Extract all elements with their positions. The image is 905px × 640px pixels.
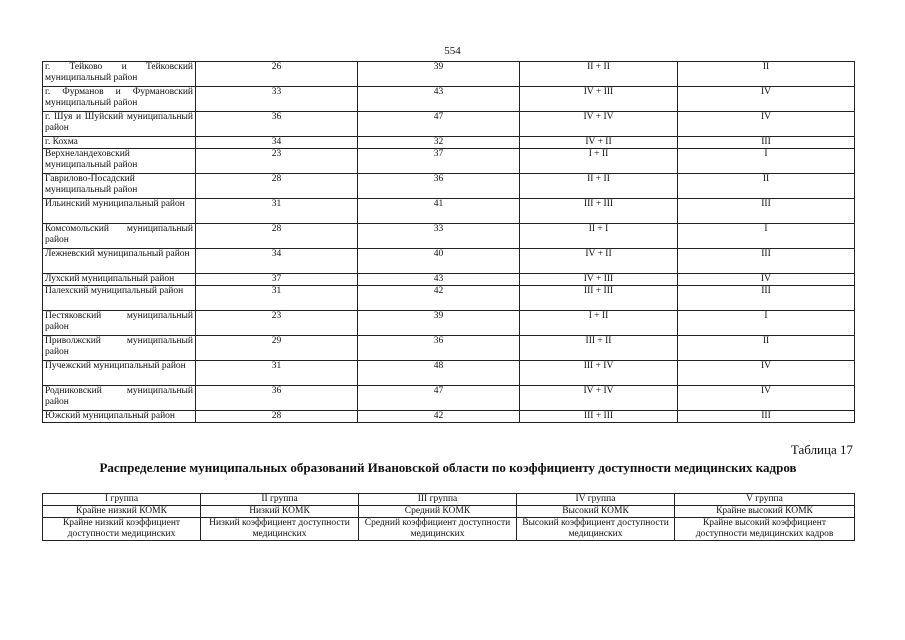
table-row — [43, 386, 855, 411]
result-group: IV — [678, 386, 855, 411]
group-combination: III + IV — [520, 361, 678, 386]
result-group: IV — [678, 112, 855, 137]
result-group: III — [678, 199, 855, 224]
region-name: Ильинский муниципальный район — [43, 199, 196, 224]
group-short-label: Средний КОМК — [359, 506, 517, 518]
value-1: 36 — [196, 112, 358, 137]
region-name: Лухский муниципальный район — [43, 274, 196, 286]
region-name: г. Кохма — [43, 137, 196, 149]
value-1: 23 — [196, 311, 358, 336]
value-1: 36 — [196, 386, 358, 411]
groups-short-row — [43, 506, 855, 518]
group-header: II группа — [201, 494, 359, 506]
region-name: г. Тейково и Тейковский муниципальный район — [43, 62, 196, 87]
region-name: Гаврилово-Посадский муниципальный район — [43, 174, 196, 199]
result-group: III — [678, 411, 855, 423]
region-name: Южский муниципальный район — [43, 411, 196, 423]
region-name: Комсомольский муниципальный район — [43, 224, 196, 249]
table-row — [43, 361, 855, 386]
table-caption: Таблица 17 — [790, 442, 853, 457]
group-header: III группа — [359, 494, 517, 506]
region-name: Приволжский муниципальный район — [43, 336, 196, 361]
value-2: 39 — [358, 311, 520, 336]
group-combination: II + II — [520, 62, 678, 87]
region-name: Лежневский муниципальный район — [43, 249, 196, 274]
group-combination: III + II — [520, 336, 678, 361]
region-name: Родниковский муниципальный район — [43, 386, 196, 411]
regions-table — [42, 61, 855, 423]
table-row — [43, 249, 855, 274]
groups-desc-row — [43, 518, 855, 541]
group-combination: IV + IV — [520, 386, 678, 411]
table-row — [43, 411, 855, 423]
value-1: 31 — [196, 361, 358, 386]
result-group: II — [678, 174, 855, 199]
group-short-label: Высокий КОМК — [517, 506, 675, 518]
group-description: Высокий коэффициент доступности медицинских — [517, 518, 675, 541]
group-description: Крайне низкий коэффициент доступности медицинских — [43, 518, 201, 541]
group-combination: IV + III — [520, 87, 678, 112]
value-1: 29 — [196, 336, 358, 361]
table-row — [43, 137, 855, 149]
groups-header-row — [43, 494, 855, 506]
result-group: III — [678, 137, 855, 149]
region-name: Пестяковский муниципальный район — [43, 311, 196, 336]
group-description: Крайне высокий коэффициент доступности медицинских кадров — [675, 518, 855, 541]
group-combination: IV + IV — [520, 112, 678, 137]
table-row — [43, 274, 855, 286]
group-combination: IV + II — [520, 249, 678, 274]
value-1: 26 — [196, 62, 358, 87]
region-name: г. Фурманов и Фурмановский муниципальный район — [43, 87, 196, 112]
page-number: 554 — [444, 45, 461, 57]
value-1: 31 — [196, 286, 358, 311]
region-name: Палехский муниципальный район — [43, 286, 196, 311]
table-row — [43, 149, 855, 174]
value-2: 42 — [358, 411, 520, 423]
group-description: Средний коэффициент доступности медицинских — [359, 518, 517, 541]
group-header: IV группа — [517, 494, 675, 506]
result-group: I — [678, 224, 855, 249]
result-group: IV — [678, 87, 855, 112]
value-2: 47 — [358, 386, 520, 411]
table-row — [43, 62, 855, 87]
result-group: II — [678, 336, 855, 361]
group-combination: I + II — [520, 311, 678, 336]
value-2: 48 — [358, 361, 520, 386]
result-group: I — [678, 149, 855, 174]
group-combination: III + III — [520, 411, 678, 423]
group-short-label: Крайне высокий КОМК — [675, 506, 855, 518]
table-row — [43, 224, 855, 249]
value-1: 33 — [196, 87, 358, 112]
group-combination: III + III — [520, 286, 678, 311]
table-row — [43, 311, 855, 336]
result-group: IV — [678, 274, 855, 286]
result-group: III — [678, 249, 855, 274]
value-2: 36 — [358, 174, 520, 199]
table-row — [43, 199, 855, 224]
value-2: 32 — [358, 137, 520, 149]
group-description: Низкий коэффициент доступности медицинских — [201, 518, 359, 541]
result-group: II — [678, 62, 855, 87]
groups-table — [42, 493, 855, 541]
group-combination: II + I — [520, 224, 678, 249]
value-1: 23 — [196, 149, 358, 174]
table-row — [43, 286, 855, 311]
value-2: 36 — [358, 336, 520, 361]
value-1: 34 — [196, 137, 358, 149]
table-row — [43, 112, 855, 137]
group-combination: III + III — [520, 199, 678, 224]
region-name: Пучежский муниципальный район — [43, 361, 196, 386]
group-header: V группа — [675, 494, 855, 506]
result-group: III — [678, 286, 855, 311]
result-group: IV — [678, 361, 855, 386]
group-combination: I + II — [520, 149, 678, 174]
value-2: 47 — [358, 112, 520, 137]
table-row — [43, 336, 855, 361]
value-2: 43 — [358, 274, 520, 286]
value-2: 37 — [358, 149, 520, 174]
value-2: 43 — [358, 87, 520, 112]
value-2: 33 — [358, 224, 520, 249]
region-name: г. Шуя и Шуйский муниципальный район — [43, 112, 196, 137]
value-1: 28 — [196, 224, 358, 249]
value-1: 37 — [196, 274, 358, 286]
value-2: 39 — [358, 62, 520, 87]
value-1: 34 — [196, 249, 358, 274]
result-group: I — [678, 311, 855, 336]
region-name: Верхнеландеховский муниципальный район — [43, 149, 196, 174]
value-2: 40 — [358, 249, 520, 274]
value-2: 42 — [358, 286, 520, 311]
table-title: Распределение муниципальных образований Ивановской области по коэффициенту доступности медицинских кадров — [99, 460, 797, 475]
group-header: I группа — [43, 494, 201, 506]
group-short-label: Крайне низкий КОМК — [43, 506, 201, 518]
value-1: 28 — [196, 411, 358, 423]
table-row — [43, 174, 855, 199]
value-2: 41 — [358, 199, 520, 224]
table-row — [43, 87, 855, 112]
value-1: 28 — [196, 174, 358, 199]
group-combination: IV + II — [520, 137, 678, 149]
value-1: 31 — [196, 199, 358, 224]
group-combination: IV + III — [520, 274, 678, 286]
group-short-label: Низкий КОМК — [201, 506, 359, 518]
group-combination: II + II — [520, 174, 678, 199]
